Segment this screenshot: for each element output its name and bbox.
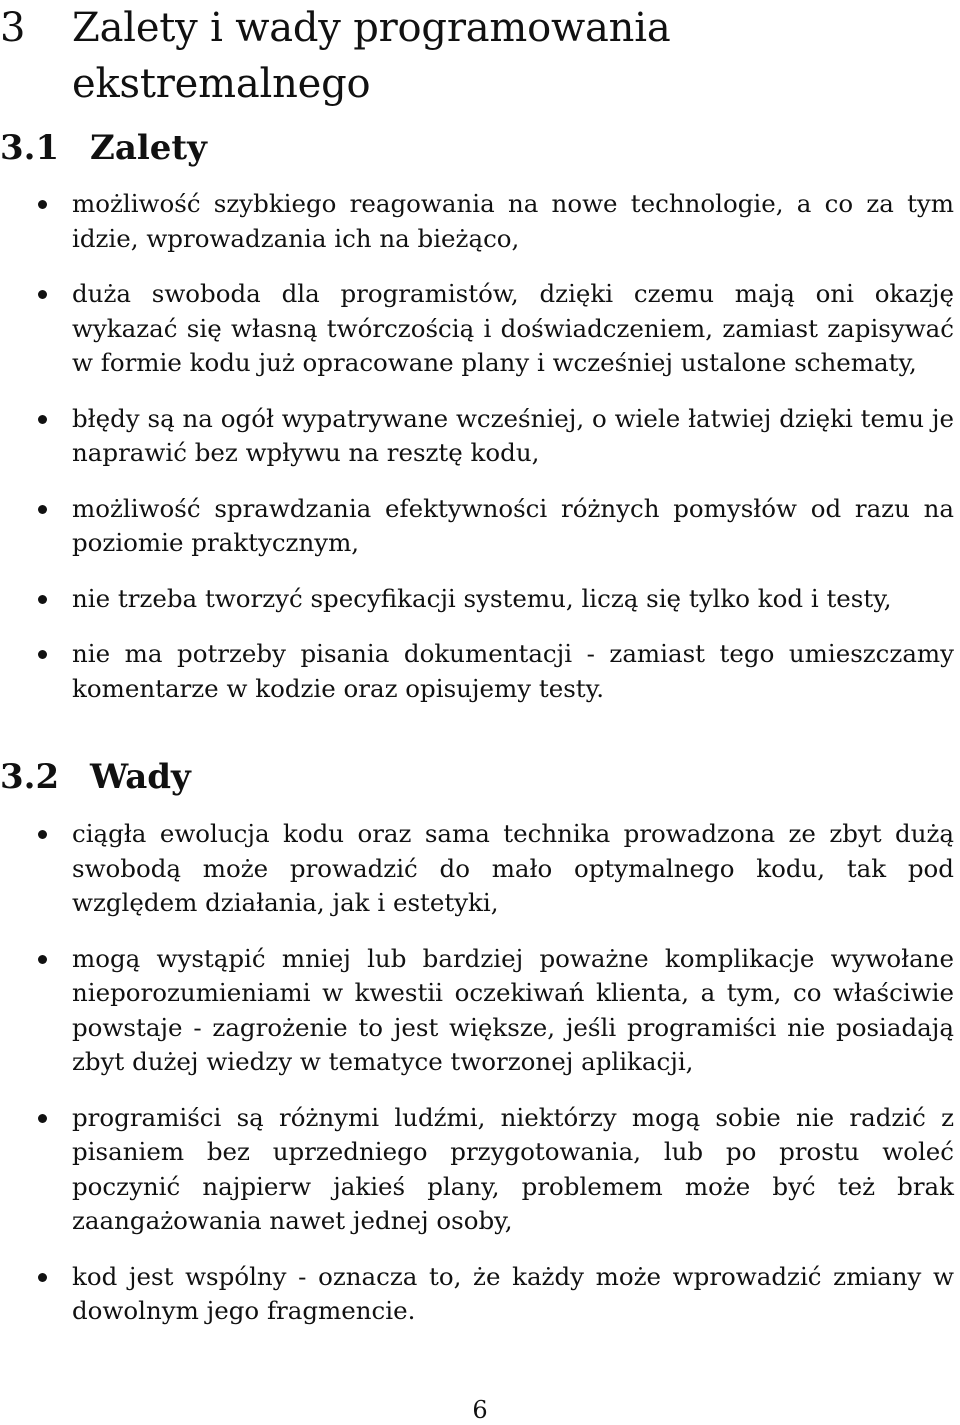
bullet-icon [38, 830, 47, 839]
list-item [0, 492, 960, 561]
list-item [0, 817, 960, 921]
list-item [0, 1101, 960, 1239]
list-item-text: nie ma potrzeby pisania dokumentacji - zamiast tego umieszczamy komentarze w kodzie oraz opisujemy testy. [72, 639, 954, 703]
bullet-icon [38, 290, 47, 299]
chapter-heading [0, 0, 950, 112]
advantages-list [0, 187, 960, 727]
list-item [0, 582, 960, 617]
bullet-icon [38, 505, 47, 514]
list-item-text: nie trzeba tworzyć specyfikacji systemu, liczą się tylko kod i testy, [72, 583, 892, 613]
section-number: 3.2 [0, 757, 60, 797]
section-heading-wady [0, 757, 950, 797]
list-item-text: możliwość szybkiego reagowania na nowe technologie, a co za tym idzie, wprowadzania ich na bieżąco, [72, 189, 954, 253]
list-item-text: programiści są różnymi ludźmi, niektórzy mogą sobie nie radzić z pisaniem bez uprzedniego przygotowania, lub po prostu woleć poczynić najpierw jakieś plany, problemem może być też brak zaangażowania nawet jednej osoby, [72, 1102, 954, 1235]
section-title: Zalety [90, 128, 207, 168]
bullet-icon [38, 1114, 47, 1123]
chapter-number: 3 [0, 5, 26, 51]
list-item [0, 402, 960, 471]
section-title: Wady [90, 757, 191, 797]
disadvantages-list [0, 817, 960, 1350]
list-item-text: możliwość sprawdzania efektywności różnych pomysłów od razu na poziomie praktycznym, [72, 493, 954, 557]
bullet-icon [38, 1273, 47, 1282]
list-item [0, 1260, 960, 1329]
bullet-icon [38, 955, 47, 964]
section-number: 3.1 [0, 128, 60, 168]
section-heading-zalety [0, 128, 950, 168]
bullet-icon [38, 650, 47, 659]
chapter-title: Zalety i wady programowania ekstremalnego [72, 5, 671, 107]
list-item [0, 942, 960, 1080]
bullet-icon [38, 595, 47, 604]
list-item-text: błędy są na ogół wypatrywane wcześniej, o wiele łatwiej dzięki temu je naprawić bez wpływu na resztę kodu, [72, 403, 954, 467]
list-item [0, 187, 960, 256]
list-item-text: mogą wystąpić mniej lub bardziej poważne komplikacje wywołane nieporozumieniami w kwestii oczekiwań klienta, a tym, co właściwie powstaje - zagrożenie to jest większe, jeśli programiści nie posiadają zbyt dużej wiedzy w tematyce tworzonej aplikacji, [72, 943, 954, 1076]
bullet-icon [38, 200, 47, 209]
list-item-text: ciągła ewolucja kodu oraz sama technika prowadzona ze zbyt dużą swobodą może prowadzić do mało optymalnego kodu, tak pod względem działania, jak i estetyki, [72, 819, 954, 917]
page-number: 6 [472, 1396, 488, 1424]
list-item [0, 637, 960, 706]
list-item [0, 277, 960, 381]
list-item-text: duża swoboda dla programistów, dzięki czemu mają oni okazję wykazać się własną twórczością i doświadczeniem, zamiast zapisywać w formie kodu już opracowane plany i wcześniej ustalone schematy, [72, 279, 954, 377]
bullet-icon [38, 415, 47, 424]
list-item-text: kod jest wspólny - oznacza to, że każdy może wprowadzić zmiany w dowolnym jego fragmencie. [72, 1261, 954, 1325]
